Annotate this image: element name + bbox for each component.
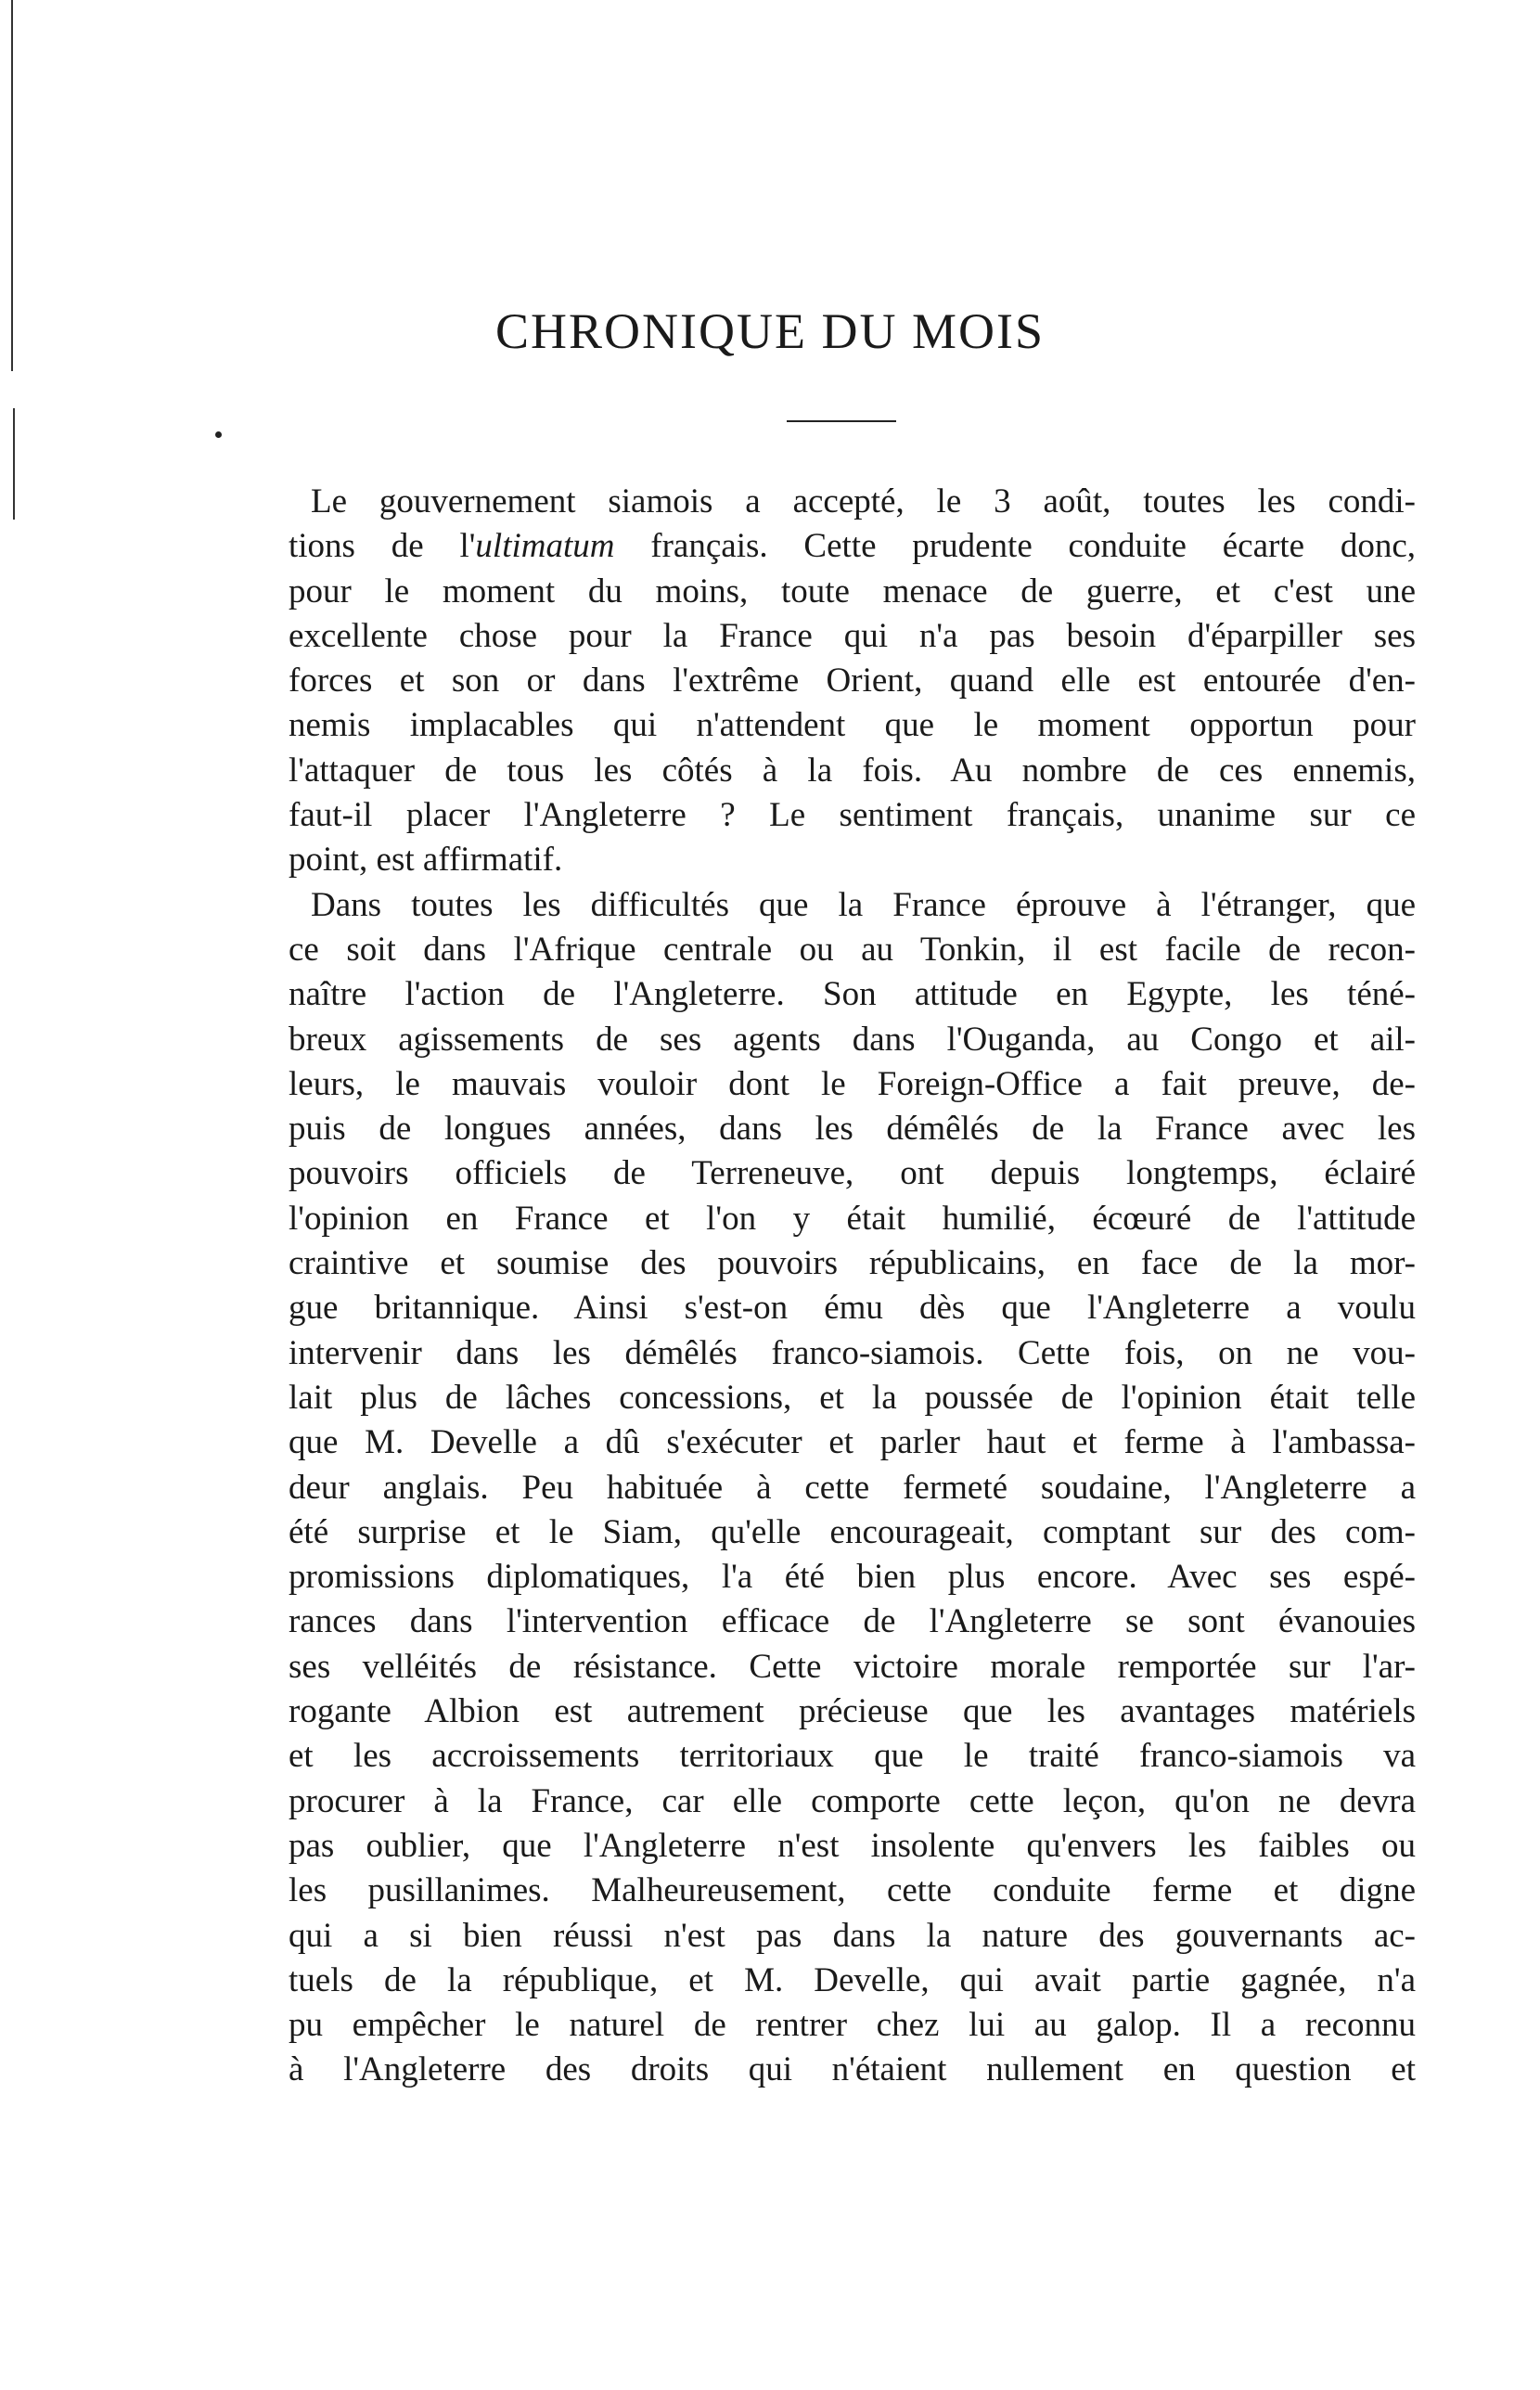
title-divider (787, 420, 896, 422)
text-line: puis de longues années, dans les démêlés de la France avec les (289, 1110, 1416, 1149)
text-line: Le gouvernement siamois a accepté, le 3 août, toutes les condi- (311, 482, 1416, 520)
text-line: l'attaquer de tous les côtés à la fois. Au nombre de ces ennemis, (289, 751, 1416, 790)
text-line: craintive et soumise des pouvoirs républicains, en face de la mor- (289, 1244, 1416, 1283)
text-line: gue britannique. Ainsi s'est-on ému dès que l'Angleterre a voulu (289, 1289, 1416, 1328)
article-body (289, 480, 1416, 2093)
text-line: excellente chose pour la France qui n'a pas besoin d'éparpiller ses (289, 616, 1416, 655)
text-line: qui a si bien réussi n'est pas dans la nature des gouvernants ac- (289, 1916, 1416, 1955)
text-line: l'opinion en France et l'on y était humilié, écœuré de l'attitude (289, 1199, 1416, 1238)
text-line: forces et son or dans l'extrême Orient, quand elle est entourée d'en- (289, 662, 1416, 700)
text-line: que M. Develle a dû s'exécuter et parler haut et ferme à l'ambassa- (289, 1423, 1416, 1462)
text-line: pas oublier, que l'Angleterre n'est insolente qu'envers les faibles ou (289, 1826, 1416, 1865)
text-line: lait plus de lâches concessions, et la poussée de l'opinion était telle (289, 1378, 1416, 1417)
text-line: faut-il placer l'Angleterre ? Le sentiment français, unanime sur ce (289, 796, 1416, 835)
text-line: pu empêcher le naturel de rentrer chez lui au galop. Il a reconnu (289, 2006, 1416, 2045)
text-line: naître l'action de l'Angleterre. Son attitude en Egypte, les téné- (289, 975, 1416, 1014)
text-line: à l'Angleterre des droits qui n'étaient nullement en question et (289, 2050, 1416, 2089)
text-line: intervenir dans les démêlés franco-siamois. Cette fois, on ne vou- (289, 1333, 1416, 1372)
italic-word: ultimatum (475, 527, 615, 566)
text-line: ses velléités de résistance. Cette victoire morale remportée sur l'ar- (289, 1647, 1416, 1686)
text-line: leurs, le mauvais vouloir dont le Foreign-Office a fait preuve, de- (289, 1064, 1416, 1103)
paragraph-2 (289, 883, 1416, 2093)
text-line: ce soit dans l'Afrique centrale ou au Tonkin, il est facile de recon- (289, 930, 1416, 969)
page-title: CHRONIQUE DU MOIS (494, 303, 1045, 359)
text-line: breux agissements de ses agents dans l'Ouganda, au Congo et ail- (289, 1020, 1416, 1059)
text-line: pouvoirs officiels de Terreneuve, ont depuis longtemps, éclairé (289, 1154, 1416, 1193)
paragraph-1 (289, 480, 1416, 883)
text-line: deur anglais. Peu habituée à cette fermeté soudaine, l'Angleterre a (289, 1468, 1416, 1507)
text-line: rogante Albion est autrement précieuse que les avantages matériels (289, 1692, 1416, 1731)
text-line: les pusillanimes. Malheureusement, cette conduite ferme et digne (289, 1871, 1416, 1910)
text-line: tuels de la république, et M. Develle, qui avait partie gagnée, n'a (289, 1960, 1416, 1999)
text-line: promissions diplomatiques, l'a été bien plus encore. Avec ses espé- (289, 1558, 1416, 1597)
text-line: été surprise et le Siam, qu'elle encourageait, comptant sur des com- (289, 1512, 1416, 1551)
text-line: procurer à la France, car elle comporte cette leçon, qu'on ne devra (289, 1781, 1416, 1820)
scan-margin-line (13, 408, 15, 520)
text-segment: tions de l' (289, 527, 476, 566)
scan-speck (215, 431, 222, 438)
text-line-with-italic (289, 524, 1416, 569)
text-line: et les accroissements territoriaux que le traité franco-siamois va (289, 1737, 1416, 1776)
text-line: rances dans l'intervention efficace de l'Angleterre se sont évanouies (289, 1602, 1416, 1641)
text-line: pour le moment du moins, toute menace de guerre, et c'est une (289, 572, 1416, 610)
text-line: nemis implacables qui n'attendent que le moment opportun pour (289, 706, 1416, 745)
text-line: point, est affirmatif. (289, 841, 563, 880)
text-segment: français. Cette prudente conduite écarte donc, (614, 527, 1416, 566)
text-line: Dans toutes les difficultés que la France éprouve à l'étranger, que (311, 885, 1416, 924)
